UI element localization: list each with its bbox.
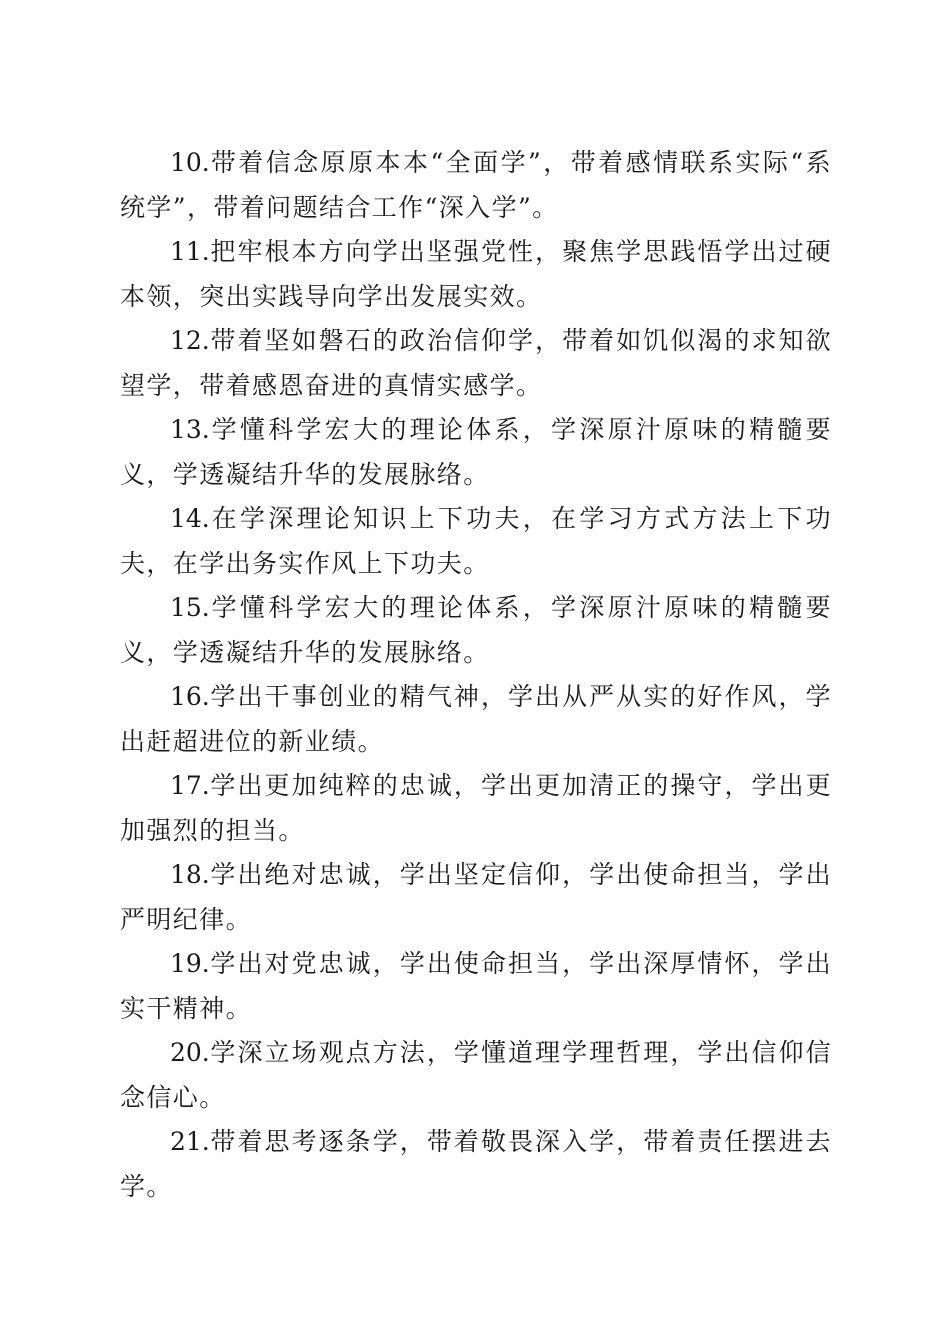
item-text: 学出对党忠诚，学出使命担当，学出深厚情怀，学出实干精神。 (120, 949, 832, 1023)
item-number: 12. (170, 326, 210, 355)
list-item (120, 319, 832, 408)
item-text: 带着思考逐条学，带着敬畏深入学，带着责任摆进去学。 (120, 1127, 832, 1201)
item-text: 带着信念原原本本“全面学”，带着感情联系实际“系统学”，带着问题结合工作“深入学”。 (120, 148, 832, 222)
list-item (120, 141, 832, 230)
item-number: 19. (170, 949, 210, 978)
list-item (120, 1120, 832, 1209)
item-number: 21. (170, 1127, 210, 1156)
list-item (120, 408, 832, 497)
item-text: 在学深理论知识上下功夫，在学习方式方法上下功夫，在学出务实作风上下功夫。 (120, 504, 832, 578)
item-text: 学懂科学宏大的理论体系，学深原汁原味的精髓要义，学透凝结升华的发展脉络。 (120, 415, 832, 489)
list-item (120, 675, 832, 764)
item-number: 16. (170, 682, 210, 711)
item-number: 14. (170, 504, 210, 533)
item-number: 13. (170, 415, 210, 444)
item-number: 20. (170, 1038, 210, 1067)
item-number: 10. (170, 148, 210, 177)
item-text: 学出绝对忠诚，学出坚定信仰，学出使命担当，学出严明纪律。 (120, 860, 832, 934)
item-text: 学出干事创业的精气神，学出从严从实的好作风，学出赶超进位的新业绩。 (120, 682, 832, 756)
list-item (120, 230, 832, 319)
item-text: 学深立场观点方法，学懂道理学理哲理，学出信仰信念信心。 (120, 1038, 832, 1112)
item-number: 11. (170, 237, 210, 266)
item-text: 学懂科学宏大的理论体系，学深原汁原味的精髓要义，学透凝结升华的发展脉络。 (120, 593, 832, 667)
item-number: 17. (170, 771, 210, 800)
item-text: 学出更加纯粹的忠诚，学出更加清正的操守，学出更加强烈的担当。 (120, 771, 832, 845)
list-item (120, 497, 832, 586)
document-body (120, 141, 832, 1209)
list-item (120, 942, 832, 1031)
list-item (120, 586, 832, 675)
item-text: 带着坚如磐石的政治信仰学，带着如饥似渴的求知欲望学，带着感恩奋进的真情实感学。 (120, 326, 832, 400)
list-item (120, 853, 832, 942)
item-number: 15. (170, 593, 210, 622)
item-number: 18. (170, 860, 210, 889)
item-text: 把牢根本方向学出坚强党性，聚焦学思践悟学出过硬本领，突出实践导向学出发展实效。 (120, 237, 832, 311)
list-item (120, 764, 832, 853)
list-item (120, 1031, 832, 1120)
